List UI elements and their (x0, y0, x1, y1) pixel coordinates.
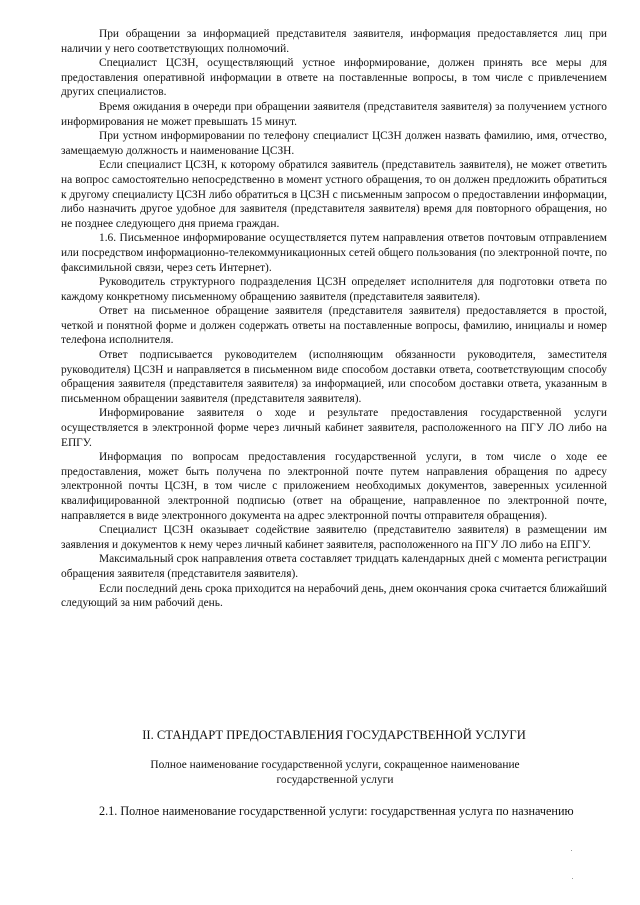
section-subtitle: Полное наименование государственной услуги, сокращенное наименование государственной услуги (150, 759, 520, 786)
paragraph-specialist-assistance: Специалист ЦСЗН оказывает содействие заявителю (представителю заявителя) в размещении им заявления и документов к нему через личный кабинет заявителя, расположенного на ПГУ ЛО либо на ЕПГУ. (61, 524, 607, 551)
section-title: II. СТАНДАРТ ПРЕДОСТАВЛЕНИЯ ГОСУДАРСТВЕННОЙ УСЛУГИ (142, 728, 526, 742)
scan-speck (572, 878, 573, 879)
paragraph-electronic-informing: Информирование заявителя о ходе и результате предоставления государственной услуги осуществляется в электронной форме через личный кабинет заявителя, расположенного на ПГУ ЛО либо на ЕПГУ. (61, 407, 607, 449)
paragraph-non-working-day: Если последний день срока приходится на нерабочий день, днем окончания срока считается ближайший следующий за ним рабочий день. (61, 582, 607, 610)
paragraph-written-informing: 1.6. Письменное информирование осуществляется путем направления ответов почтовым отправлением или посредством информационно-телекоммуникационных сетей общего пользования (по электронной почте, по факсимильной связи, через сеть Интернет). (61, 232, 607, 274)
paragraph-phone-informing: При устном информировании по телефону специалист ЦСЗН должен назвать фамилию, имя, отчество, замещаемую должность и наименование ЦСЗН. (61, 130, 607, 157)
paragraph-department-head: Руководитель структурного подразделения ЦСЗН определяет исполнителя для подготовки ответа по каждому конкретному письменному обращению заявителя (представителя заявителя). (61, 276, 607, 303)
paragraph-written-answer-form: Ответ на письменное обращение заявителя (представителя заявителя) предоставляется в простой, четкой и понятной форме и должен содержать ответы на поставленные вопросы, фамилию, инициалы и номер телефона исполнителя. (61, 305, 607, 347)
paragraph-email-information: Информация по вопросам предоставления государственной услуги, в том числе о ходе ее предоставления, может быть получена по электронной почте путем направления обращения по адресу электронной почты ЦСЗН, в том числе с приложением необходимых документов, заверенных усиленной квалифицированной электронной подписью (ответ на обращение, направленное по электронной почте, направляется в виде электронного документа на адрес электронной почты отправителя обращения). (61, 451, 607, 522)
paragraph-max-answer-term: Максимальный срок направления ответа составляет тридцать календарных дней с момента регистрации обращения заявителя (представителя заявителя). (61, 553, 607, 580)
paragraph-queue-waiting-time: Время ожидания в очереди при обращении заявителя (представителя заявителя) за получением устного информирования не может превышать 15 минут. (61, 100, 607, 128)
paragraph-oral-informing-specialist: Специалист ЦСЗН, осуществляющий устное информирование, должен принять все меры для предоставления оперативной информации в ответе на поставленные вопросы, в том числе с привлечением других специалистов. (61, 57, 607, 99)
clause-2-1: 2.1. Полное наименование государственной услуги: государственная услуга по назначению (99, 804, 574, 818)
body-text (61, 27, 607, 611)
paragraph-representative-info: При обращении за информацией представителя заявителя, информация предоставляется лиц при наличии у него соответствующих полномочий. (61, 28, 607, 55)
paragraph-answer-signing: Ответ подписывается руководителем (исполняющим обязанности руководителя, заместителя руководителя) ЦСЗН и направляется в письменном виде способом доставки ответа, соответствующим способу обращения заявителя (представителя заявителя) за информацией, или способом доставки ответа, указанным в письменном обращении заявителя (представителя заявителя). (61, 349, 607, 405)
scan-speck (571, 850, 572, 851)
paragraph-specialist-cannot-answer: Если специалист ЦСЗН, к которому обратился заявитель (представитель заявителя), не может ответить на вопрос самостоятельно непосредственно в момент устного обращения, то он должен предложить обратиться к другому специалисту ЦСЗН либо обратиться в ЦСЗН с письменным запросом о предоставлении информации, либо назначить другое удобное для заявителя (представителя заявителя) время для повторного обращения, но не позднее следующего дня приема граждан. (61, 159, 607, 230)
